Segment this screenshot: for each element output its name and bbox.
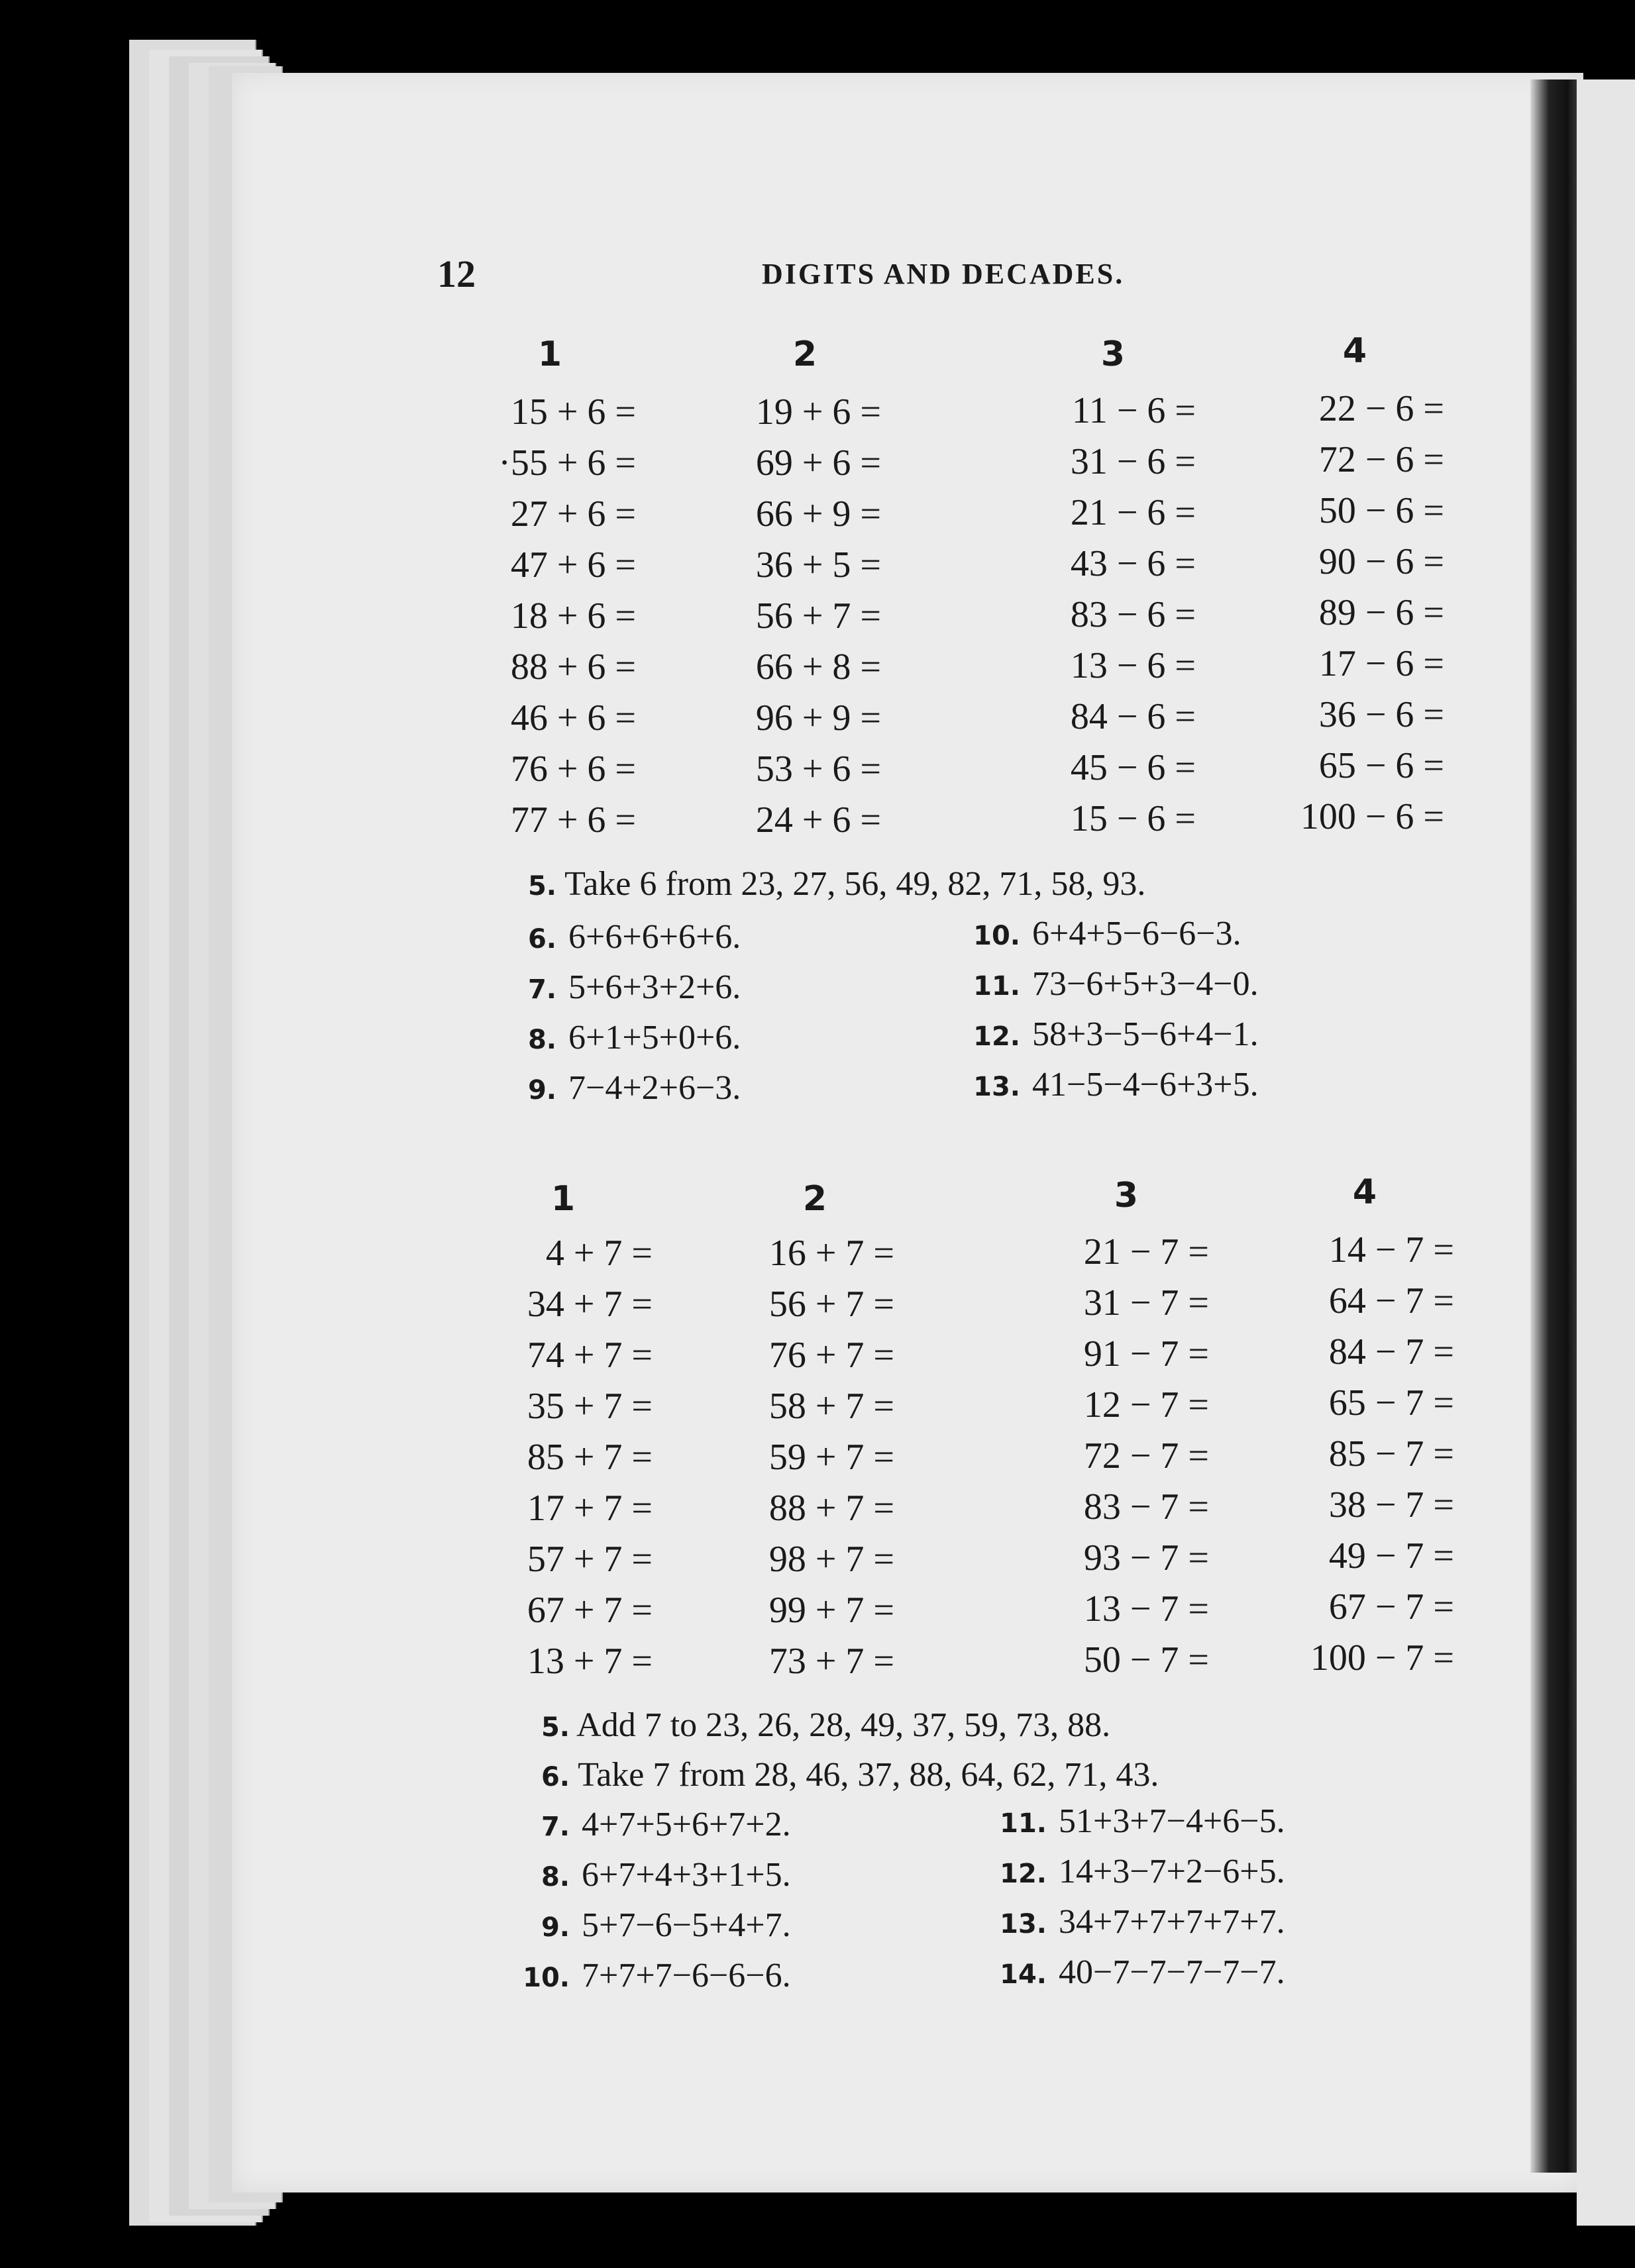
- drill-problem: 83 − 7 =: [1083, 1486, 1209, 1527]
- drill-problem: 58 + 7 =: [768, 1386, 894, 1427]
- exercise-item: [523, 1706, 1110, 1745]
- drill-problem: 91 − 7 =: [1083, 1333, 1209, 1374]
- drill-problem: 47 + 6 =: [510, 544, 636, 586]
- exercise-number: 14.: [1000, 1959, 1047, 1990]
- drill-problem: 85 + 7 =: [527, 1437, 653, 1478]
- drill-problem: 13 + 7 =: [527, 1641, 653, 1682]
- exercise-item: [510, 1906, 791, 1945]
- exercise-text: 34+7+7+7+7+7.: [1059, 1903, 1285, 1941]
- exercise-item: [987, 1902, 1285, 1941]
- page-number: 12: [437, 252, 476, 295]
- drill-problem: 93 − 7 =: [1083, 1537, 1209, 1578]
- drill-problem: 17 + 7 =: [527, 1488, 653, 1529]
- column-header: 1: [551, 1179, 576, 1219]
- drill-problem: 14 − 7 =: [1328, 1229, 1454, 1270]
- drill-problem: 38 − 7 =: [1328, 1484, 1454, 1525]
- exercise-item: [510, 1956, 791, 1995]
- drill-problem: 35 + 7 =: [527, 1386, 653, 1427]
- drill-problem: 56 + 7 =: [768, 1284, 894, 1325]
- exercise-item: [510, 864, 1145, 903]
- drill-problem: 89 − 6 =: [1318, 592, 1444, 633]
- page-header: [437, 252, 1298, 305]
- column-header: 4: [1342, 331, 1367, 371]
- drill-problem: 21 − 7 =: [1083, 1231, 1209, 1272]
- drill-problem: 77 + 6 =: [510, 799, 636, 841]
- exercise-item: [987, 1802, 1285, 1841]
- exercise-text: 41−5−4−6+3+5.: [1032, 1066, 1259, 1104]
- exercise-item: [961, 914, 1241, 953]
- drill-problem: 72 − 6 =: [1318, 439, 1444, 480]
- drill-problem: 84 − 6 =: [1070, 696, 1196, 737]
- exercise-number: 5.: [527, 871, 556, 902]
- drill-problem: 36 − 6 =: [1318, 694, 1444, 735]
- drill-problem: 19 + 6 =: [755, 391, 881, 433]
- drill-problem: 83 − 6 =: [1070, 594, 1196, 635]
- exercise-item: [987, 1852, 1285, 1891]
- exercise-number: 7.: [527, 974, 556, 1005]
- drill-problem: 67 − 7 =: [1328, 1586, 1454, 1627]
- exercise-text: 5+6+3+2+6.: [568, 968, 741, 1006]
- exercise-text: 14+3−7+2−6+5.: [1059, 1853, 1285, 1890]
- drill-problem: 49 − 7 =: [1328, 1535, 1454, 1576]
- exercise-text: 6+7+4+3+1+5.: [582, 1856, 791, 1894]
- exercise-text: Take 6 from 23, 27, 56, 49, 82, 71, 58, 93.: [564, 865, 1146, 903]
- facing-page-edge: [1577, 79, 1635, 2226]
- drill-problem: 100 − 6 =: [1300, 796, 1444, 837]
- exercise-item: [987, 1953, 1285, 1992]
- exercise-number: 6.: [541, 1762, 570, 1792]
- drill-problem: 4 + 7 =: [545, 1233, 653, 1274]
- drill-problem: 64 − 7 =: [1328, 1280, 1454, 1321]
- drill-problem: ·55 + 6 =: [498, 442, 636, 484]
- drill-problem: 69 + 6 =: [755, 442, 881, 484]
- exercise-number: 7.: [541, 1812, 570, 1842]
- drill-problem: 85 − 7 =: [1328, 1433, 1454, 1474]
- drill-problem: 31 − 6 =: [1070, 441, 1196, 482]
- drill-problem: 65 − 6 =: [1318, 745, 1444, 786]
- exercise-text: 6+1+5+0+6.: [568, 1019, 741, 1057]
- drill-problem: 88 + 6 =: [510, 646, 636, 688]
- drill-problem: 22 − 6 =: [1318, 388, 1444, 429]
- exercise-item: [961, 1065, 1259, 1104]
- drill-problem: 34 + 7 =: [527, 1284, 653, 1325]
- column-header: 2: [802, 1179, 827, 1219]
- drill-problem: 100 − 7 =: [1310, 1637, 1454, 1678]
- exercise-text: 5+7−6−5+4+7.: [582, 1906, 791, 1944]
- exercise-number: 11.: [1000, 1808, 1047, 1839]
- exercise-item: [510, 1068, 741, 1108]
- exercise-number: 10.: [523, 1963, 570, 1993]
- drill-problem: 15 + 6 =: [510, 391, 636, 433]
- drill-problem: 90 − 6 =: [1318, 541, 1444, 582]
- exercise-number: 8.: [527, 1025, 556, 1055]
- drill-problem: 99 + 7 =: [768, 1590, 894, 1631]
- drill-problem: 84 − 7 =: [1328, 1331, 1454, 1372]
- drill-problem: 31 − 7 =: [1083, 1282, 1209, 1323]
- exercise-item: [510, 968, 741, 1007]
- drill-problem: 96 + 9 =: [755, 697, 881, 739]
- drill-problem: 53 + 6 =: [755, 748, 881, 790]
- column-header: 3: [1100, 335, 1126, 374]
- exercise-item: [510, 1018, 741, 1057]
- column-header: 2: [792, 335, 818, 374]
- exercise-number: 12.: [1000, 1859, 1047, 1889]
- drill-problem: 76 + 6 =: [510, 748, 636, 790]
- drill-problem: 59 + 7 =: [768, 1437, 894, 1478]
- drill-problem: 36 + 5 =: [755, 544, 881, 586]
- drill-problem: 43 − 6 =: [1070, 543, 1196, 584]
- drill-problem: 50 − 6 =: [1318, 490, 1444, 531]
- drill-problem: 24 + 6 =: [755, 799, 881, 841]
- exercise-text: Take 7 from 28, 46, 37, 88, 64, 62, 71, 43.: [578, 1756, 1159, 1794]
- exercise-text: 4+7+5+6+7+2.: [582, 1806, 791, 1843]
- drill-problem: 67 + 7 =: [527, 1590, 653, 1631]
- drill-problem: 13 − 7 =: [1083, 1588, 1209, 1629]
- drill-problem: 16 + 7 =: [768, 1233, 894, 1274]
- exercise-number: 11.: [973, 971, 1020, 1002]
- exercise-item: [961, 1015, 1259, 1054]
- exercise-item: [523, 1755, 1159, 1794]
- drill-problem: 57 + 7 =: [527, 1539, 653, 1580]
- drill-problem: 12 − 7 =: [1083, 1384, 1209, 1425]
- running-title: DIGITS AND DECADES.: [762, 258, 1125, 290]
- exercise-text: 6+4+5−6−6−3.: [1032, 915, 1241, 953]
- exercise-text: 7+7+7−6−6−6.: [582, 1957, 791, 1994]
- drill-problem: 50 − 7 =: [1083, 1639, 1209, 1680]
- exercise-text: 58+3−5−6+4−1.: [1032, 1015, 1259, 1053]
- drill-problem: 21 − 6 =: [1070, 492, 1196, 533]
- drill-problem: 11 − 6 =: [1071, 390, 1196, 431]
- exercise-number: 8.: [541, 1862, 570, 1892]
- drill-problem: 88 + 7 =: [768, 1488, 894, 1529]
- exercise-item: [510, 1855, 791, 1894]
- exercise-text: 40−7−7−7−7−7.: [1059, 1953, 1285, 1991]
- drill-problem: 72 − 7 =: [1083, 1435, 1209, 1476]
- drill-problem: 66 + 8 =: [755, 646, 881, 688]
- column-header: 4: [1352, 1172, 1377, 1212]
- exercise-text: 51+3+7−4+6−5.: [1059, 1802, 1285, 1840]
- exercise-text: Add 7 to 23, 26, 28, 49, 37, 59, 73, 88.: [576, 1706, 1111, 1744]
- drill-problem: 76 + 7 =: [768, 1335, 894, 1376]
- column-header: 3: [1114, 1176, 1139, 1215]
- exercise-text: 6+6+6+6+6.: [568, 918, 741, 956]
- exercise-number: 9.: [541, 1912, 570, 1943]
- drill-problem: 17 − 6 =: [1318, 643, 1444, 684]
- exercise-item: [961, 964, 1259, 1004]
- drill-problem: 56 + 7 =: [755, 595, 881, 637]
- exercise-number: 9.: [527, 1075, 556, 1106]
- exercise-text: 73−6+5+3−4−0.: [1032, 965, 1259, 1003]
- drill-problem: 66 + 9 =: [755, 493, 881, 535]
- exercise-number: 12.: [973, 1021, 1020, 1052]
- drill-problem: 98 + 7 =: [768, 1539, 894, 1580]
- drill-problem: 46 + 6 =: [510, 697, 636, 739]
- exercise-number: 6.: [527, 924, 556, 954]
- exercise-number: 10.: [973, 921, 1020, 951]
- exercise-number: 5.: [541, 1712, 570, 1743]
- page-gutter: [1530, 79, 1577, 2173]
- exercise-item: [510, 917, 741, 956]
- drill-problem: 27 + 6 =: [510, 493, 636, 535]
- drill-problem: 18 + 6 =: [510, 595, 636, 637]
- exercise-number: 13.: [973, 1072, 1020, 1102]
- drill-problem: 45 − 6 =: [1070, 747, 1196, 788]
- drill-problem: 74 + 7 =: [527, 1335, 653, 1376]
- exercise-number: 13.: [1000, 1909, 1047, 1939]
- drill-problem: 65 − 7 =: [1328, 1382, 1454, 1423]
- exercise-item: [510, 1805, 791, 1844]
- drill-problem: 73 + 7 =: [768, 1641, 894, 1682]
- drill-problem: 13 − 6 =: [1070, 645, 1196, 686]
- exercise-text: 7−4+2+6−3.: [568, 1069, 741, 1107]
- drill-problem: 15 − 6 =: [1070, 798, 1196, 839]
- column-header: 1: [537, 335, 562, 374]
